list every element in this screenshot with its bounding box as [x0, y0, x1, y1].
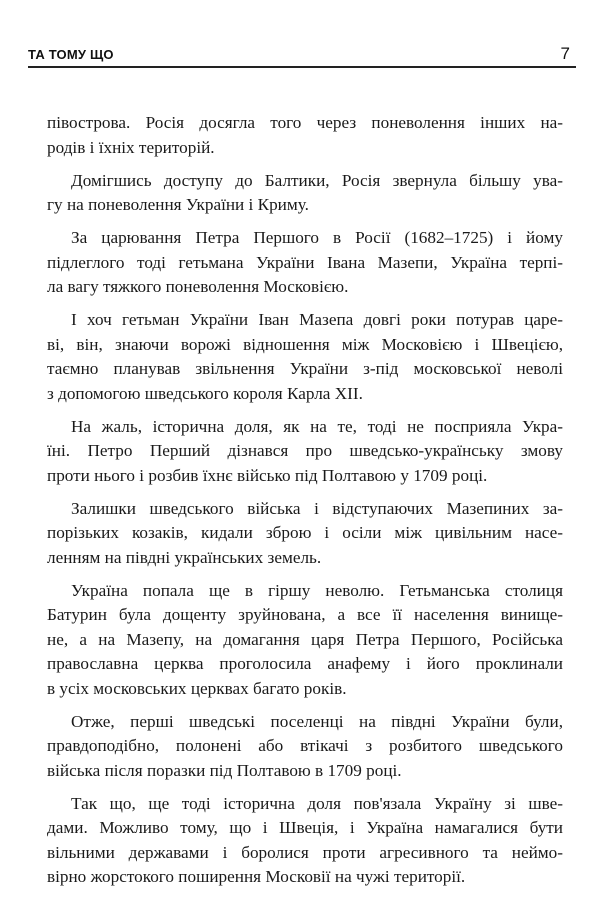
paragraph	[47, 308, 563, 406]
header-rule	[28, 66, 576, 68]
body-text	[47, 111, 563, 898]
paragraph	[47, 111, 563, 160]
text-line: порізьких козаків, кидали зброю і осіли між цивільним насе-	[47, 523, 563, 542]
text-line: православна церква проголосила анафему і його проклинали	[47, 654, 563, 673]
text-line: не, а на Мазепу, на домагання царя Петра Першого, Російська	[47, 629, 563, 649]
text-line: Батурин була дощенту зруйнована, а все її населення винище-	[47, 605, 563, 624]
text-line: півострова. Росія досягла того через поневолення інших на-	[47, 113, 563, 132]
text-line: війська після поразки під Полтавою в 1709 році.	[47, 760, 402, 780]
paragraph	[47, 710, 563, 784]
text-line: ленням на півдні українських земель.	[47, 547, 322, 567]
text-line: Залишки шведського війська і відступаючих Мазепиних за-	[71, 498, 563, 518]
text-line: підлеглого тоді гетьмана України Івана Мазепи, Україна терпі-	[47, 252, 563, 272]
text-line: родів і їхніх територій.	[47, 137, 215, 157]
text-line: в усіх московських церквах багато років.	[47, 678, 347, 698]
text-line: Україна попала ще в гіршу неволю. Гетьманська столиця	[71, 580, 563, 600]
paragraph	[47, 169, 563, 218]
text-line: гу на поневолення України і Криму.	[47, 195, 309, 214]
text-line: дами. Можливо тому, що і Швеція, і Україна намагалися бути	[47, 818, 563, 837]
text-line: ві, він, знаючи ворожі відношення між Московією і Швецією,	[47, 334, 563, 354]
text-line: ла вагу тяжкого поневолення Московією.	[47, 277, 349, 296]
text-line: їні. Петро Перший дізнався про шведсько-українську змову	[47, 441, 563, 460]
text-line: правдоподібно, полонені або втікачі з розбитого шведського	[47, 736, 563, 755]
paragraph	[47, 226, 563, 300]
text-line: вірно жорстокого поширення Московії на чужі території.	[47, 867, 466, 886]
text-line: Отже, перші шведські поселенці на півдні України були,	[71, 711, 563, 731]
text-line: За царювання Петра Першого в Росії (1682–1725) і йому	[71, 228, 563, 247]
page-number: 7	[560, 44, 570, 63]
paragraph	[47, 415, 563, 489]
text-line: вільними державами і боролися проти агресивного та неймо-	[47, 842, 563, 862]
text-line: з допомогою шведського короля Карла XII.	[47, 383, 363, 403]
running-title: ТА ТОМУ ЩО	[28, 47, 114, 62]
text-line: Домігшись доступу до Балтики, Росія звернула більшу ува-	[71, 170, 563, 190]
text-line: І хоч гетьман України Іван Мазепа довгі роки потурав царе-	[71, 310, 563, 329]
running-header	[28, 44, 574, 66]
text-line: таємно планував звільнення України з-під московської неволі	[47, 359, 563, 378]
text-line: проти нього і розбив їхнє військо під Полтавою у 1709 році.	[47, 465, 488, 485]
paragraph	[47, 497, 563, 571]
paragraph	[47, 792, 563, 890]
text-line: На жаль, історична доля, як на те, тоді не посприяла Укра-	[71, 416, 563, 436]
text-line: Так що, ще тоді історична доля пов'язала Україну зі шве-	[71, 793, 563, 813]
paragraph	[47, 579, 563, 702]
